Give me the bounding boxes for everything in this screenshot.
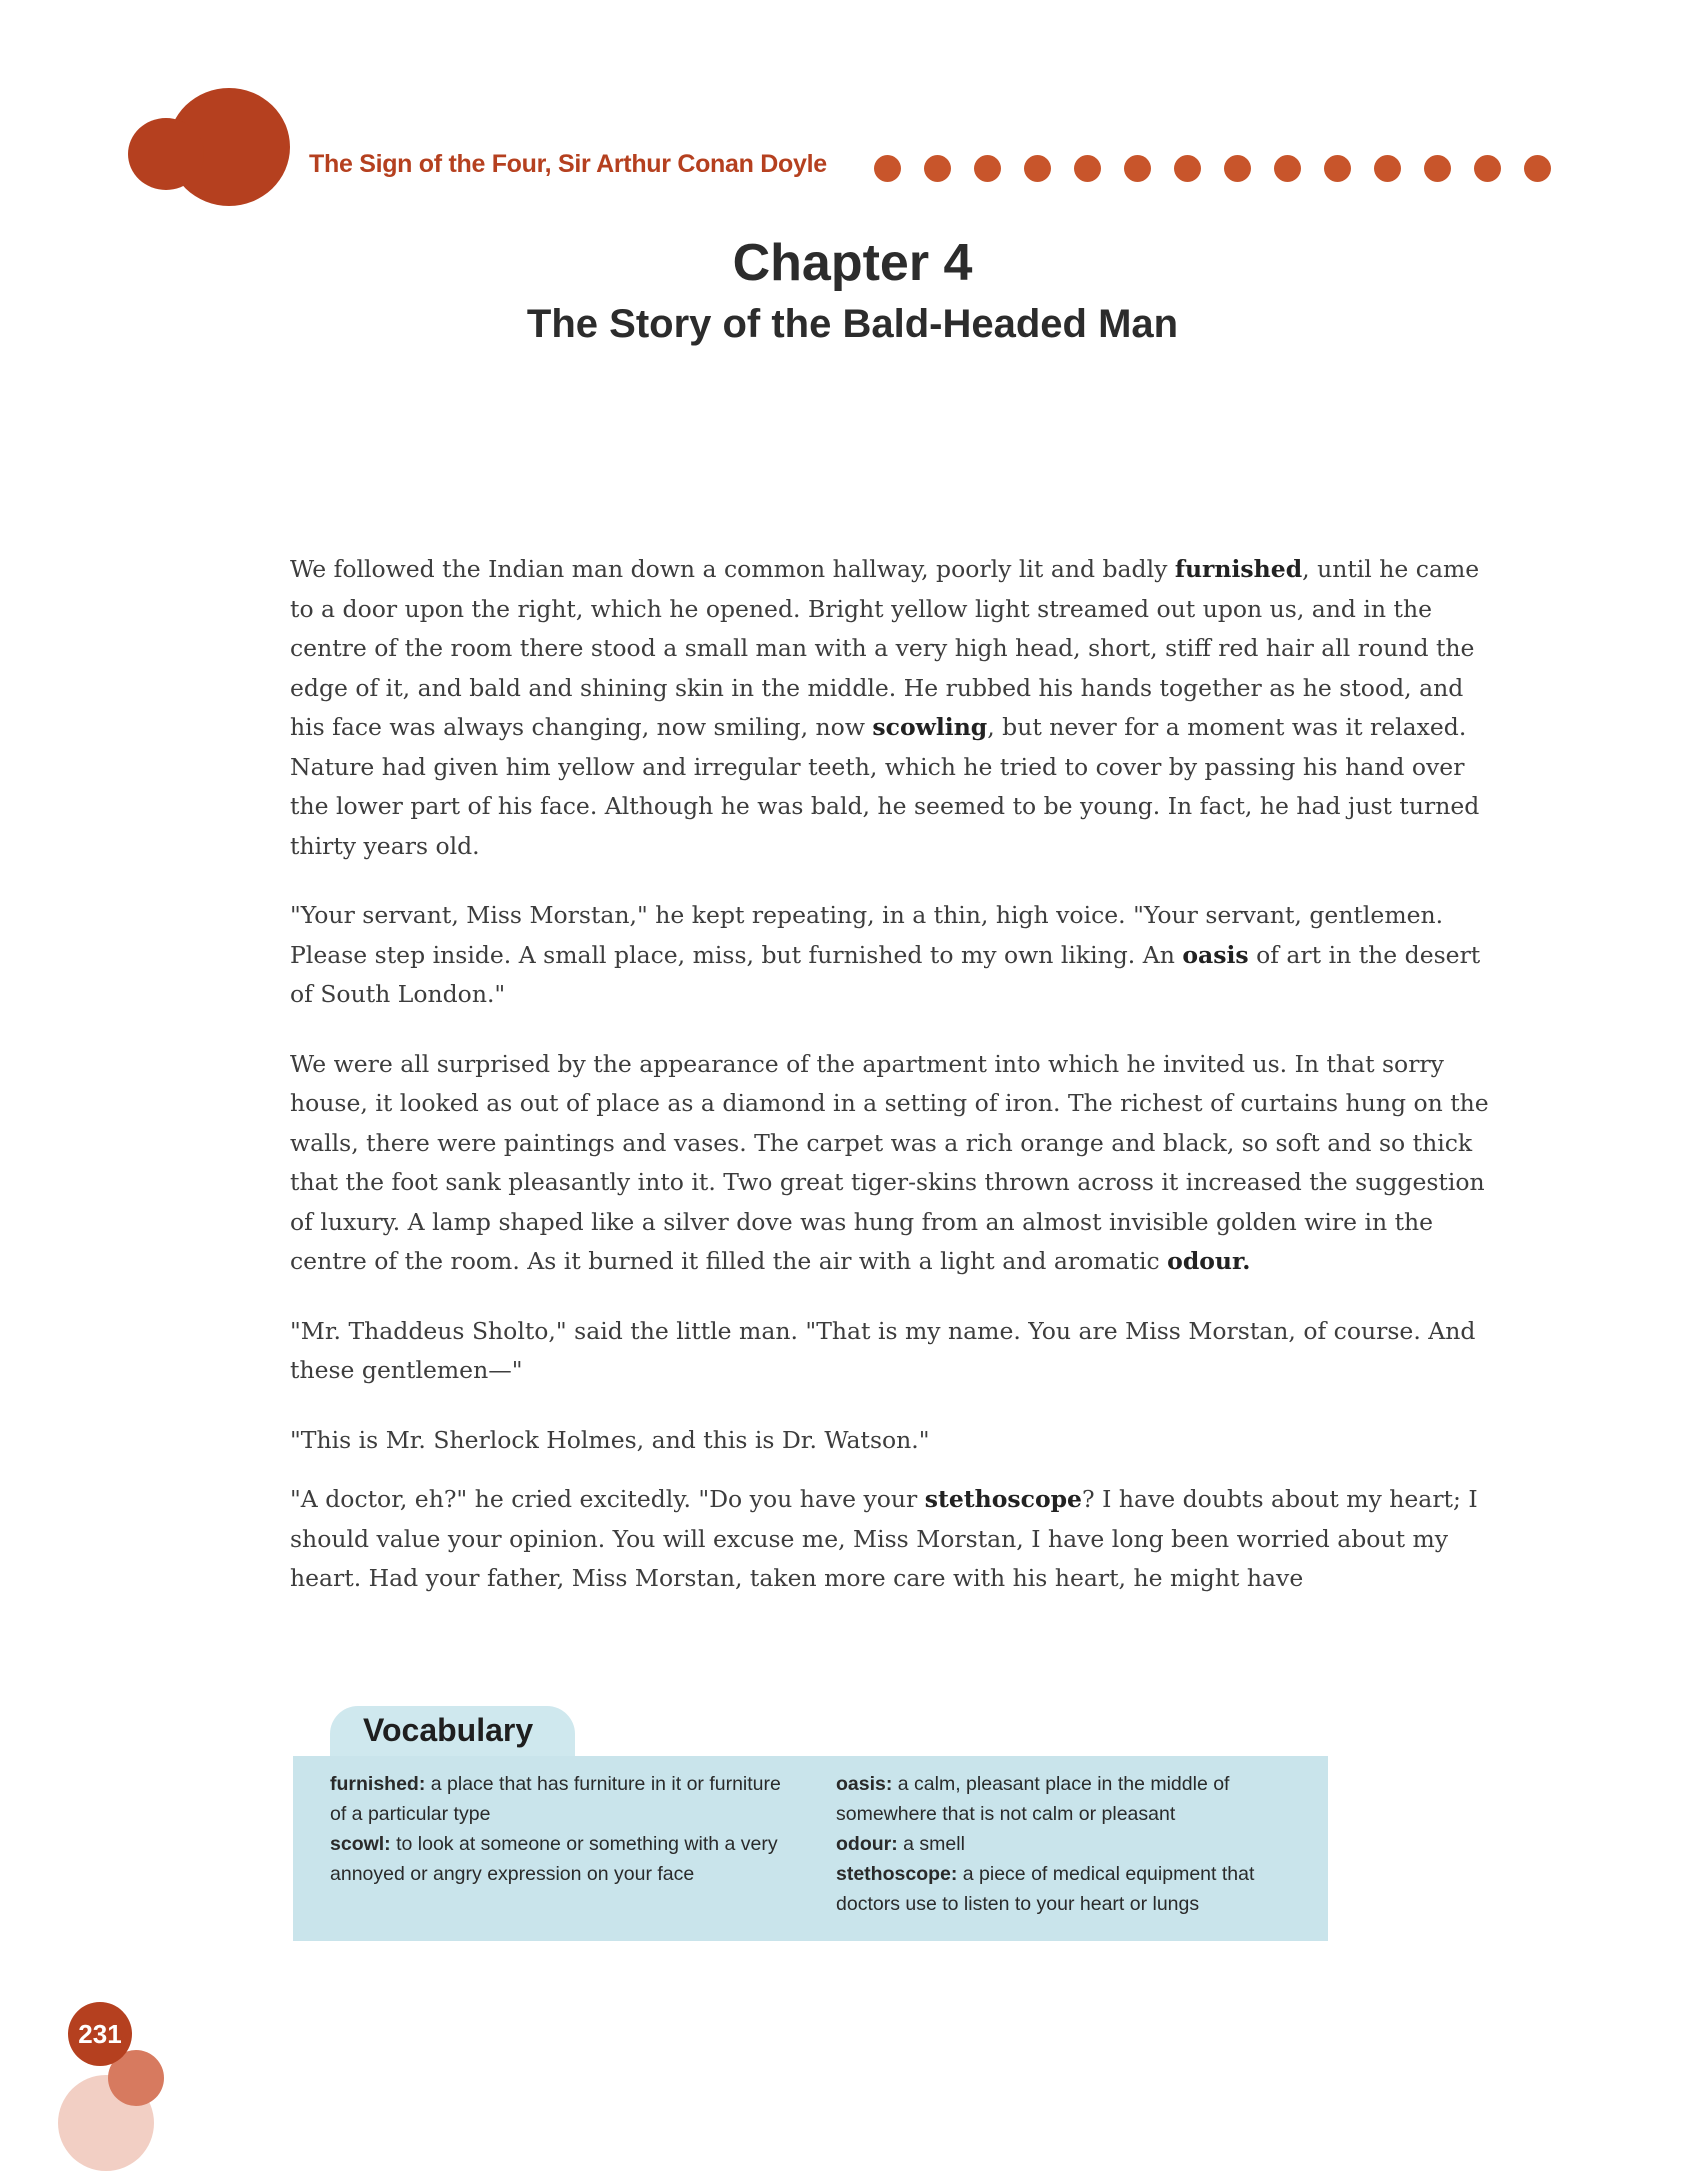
vocab-highlight-odour: odour. [1167, 1247, 1251, 1275]
header-dot [1124, 155, 1151, 182]
vocabulary-entry [836, 1829, 1306, 1859]
header-dot [1174, 155, 1201, 182]
header-dot [1374, 155, 1401, 182]
vocab-highlight-furnished: furnished [1174, 555, 1303, 583]
header-dot [1274, 155, 1301, 182]
page-number: 231 [78, 2018, 122, 2049]
vocabulary-definition: a smell [897, 1833, 965, 1855]
header-dot [974, 155, 1001, 182]
vocabulary-column-right [836, 1769, 1306, 1919]
story-paragraph [290, 1480, 1490, 1599]
paragraph-text: ? I have doubts about my heart; I should value your opinion. You will excuse me, Miss Morstan, I have long been worried about my heart. Had your father, Miss Morstan, taken more care with his heart, he might have [290, 1485, 1478, 1592]
vocabulary-term: odour: [836, 1833, 898, 1855]
vocabulary-entry [330, 1769, 800, 1829]
story-paragraph [290, 1045, 1490, 1282]
vocabulary-entry [836, 1769, 1306, 1829]
header-dot [874, 155, 901, 182]
story-paragraph: "This is Mr. Sherlock Holmes, and this is Dr. Watson." [290, 1425, 930, 1454]
header-dot [924, 155, 951, 182]
vocabulary-entry [836, 1859, 1306, 1919]
chapter-number: Chapter 4 [732, 234, 973, 292]
vocabulary-box [293, 1756, 1328, 1941]
chapter-title: The Story of the Bald-Headed Man [526, 302, 1179, 346]
header-dot [1224, 155, 1251, 182]
header-dot [1474, 155, 1501, 182]
vocabulary-term: scowl: [330, 1833, 391, 1855]
vocabulary-definition: a piece of medical equipment that doctors use to listen to your heart or lungs [836, 1863, 1255, 1915]
vocabulary-entry [330, 1829, 800, 1889]
paragraph-text: , but never for a moment was it relaxed. Nature had given him yellow and irregular teeth, which he tried to cover by passing his hand over the lower part of his face. Although he was bald, he seemed to be young. In fact, he had just turned thirty years old. [290, 713, 1480, 860]
paragraph-text: "Your servant, Miss Morstan," he kept repeating, in a thin, high voice. "Your servant, gentlemen. Please step inside. A small place, miss, but furnished to my own liking. An [290, 901, 1444, 969]
vocab-highlight-oasis: oasis [1182, 940, 1249, 969]
vocab-highlight-stethoscope: stethoscope [924, 1485, 1083, 1513]
vocab-highlight-scowling: scowling [872, 713, 988, 741]
header-dot [1424, 155, 1451, 182]
story-paragraph: "Mr. Thaddeus Sholto," said the little man. "That is my name. You are Miss Morstan, of course. And these gentlemen—" [290, 1316, 1476, 1384]
header-dot [1074, 155, 1101, 182]
header-dot-row [874, 155, 1551, 182]
vocabulary-heading: Vocabulary [363, 1712, 534, 1748]
paragraph-text: "A doctor, eh?" he cried excitedly. "Do you have your [290, 1485, 925, 1513]
paragraph-text: We followed the Indian man down a common hallway, poorly lit and badly [290, 555, 1175, 583]
header-dot [1524, 155, 1551, 182]
vocabulary-definition: to look at someone or something with a very annoyed or angry expression on your face [330, 1833, 778, 1885]
running-header-title: The Sign of the Four, Sir Arthur Conan Doyle [309, 150, 827, 178]
header-dot [1324, 155, 1351, 182]
paragraph-text: We were all surprised by the appearance of the apartment into which he invited us. In that sorry house, it looked as out of place as a diamond in a setting of iron. The richest of curtains hung on the walls, there were paintings and vases. The carpet was a rich orange and black, so soft and so thick that the foot sank pleasantly into it. Two great tiger-skins thrown across it increased the suggestion of luxury. A lamp shaped like a silver dove was hung from an almost invisible golden wire in the centre of the room. As it burned it filled the air with a light and aromatic [290, 1049, 1489, 1275]
paragraph-text: of art in the desert of South London." [290, 940, 1481, 1008]
vocabulary-definition: a calm, pleasant place in the middle of somewhere that is not calm or pleasant [836, 1773, 1230, 1825]
vocabulary-column-left [330, 1769, 800, 1889]
vocabulary-term: stethoscope: [836, 1863, 958, 1885]
vocabulary-term: furnished: [330, 1773, 426, 1795]
paragraph-text: , until he came to a door upon the right, which he opened. Bright yellow light streamed out upon us, and in the centre of the room there stood a small man with a very high head, short, stiff red hair all round the edge of it, and bald and shining skin in the middle. He rubbed his hands together as he stood, and his face was always changing, now smiling, now [290, 555, 1480, 741]
page-number-badge [68, 2002, 132, 2066]
vocabulary-definition: a place that has furniture in it or furniture of a particular type [330, 1773, 781, 1825]
header-decoration-blob-small [128, 118, 204, 190]
story-paragraph [290, 896, 1490, 1015]
vocabulary-term: oasis: [836, 1773, 893, 1795]
header-dot [1024, 155, 1051, 182]
story-body [290, 550, 1490, 1629]
story-paragraph [290, 550, 1490, 866]
